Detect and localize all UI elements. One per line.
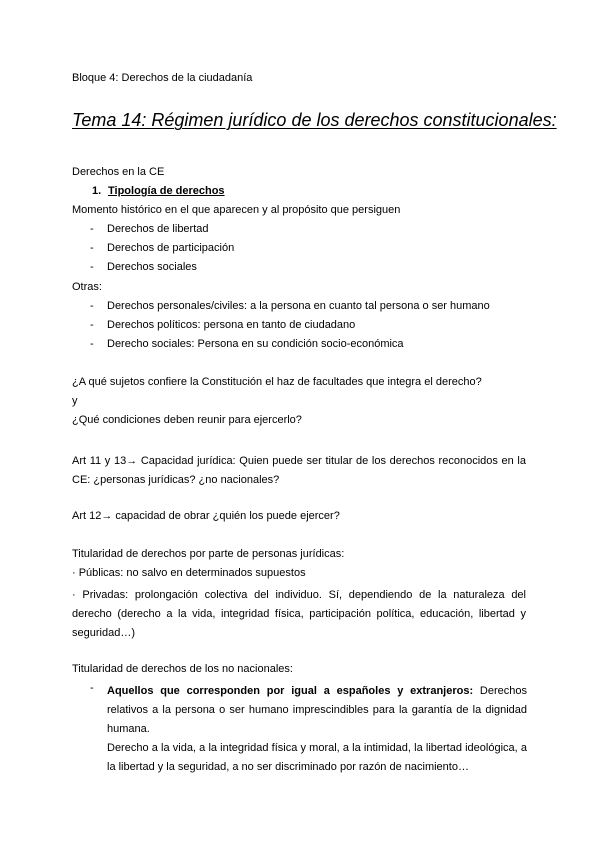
list-item: Derechos sociales (107, 261, 197, 273)
list-item: Derechos de libertad (107, 223, 209, 235)
otras-label: Otras: (72, 281, 102, 293)
no-nacionales-item (107, 682, 527, 739)
no-nacionales-examples: Derecho a la vida, a la integridad física y moral, a la intimidad, la libertad ideológica, a la libertad y la seguridad, a no ser discriminado por razón de nacimiento… (107, 742, 527, 773)
no-nacionales-heading: Titularidad de derechos de los no nacionales: (72, 663, 293, 675)
section-heading: Derechos en la CE (72, 166, 165, 178)
list-item: Derechos personales/civiles: a la persona en cuanto tal persona o ser humano (107, 300, 490, 312)
privadas-item: · Privadas: prolongación colectiva del individuo. Sí, dependiendo de la naturaleza del derecho (derecho a la vida, integridad física, participación política, educación, libertad y seguridad…) (72, 589, 526, 639)
art-11-paragraph: Art 11 y 13→ Capacidad jurídica: Quien puede ser titular de los derechos reconocidos en la CE: ¿personas jurídicas? ¿no nacionales? (72, 455, 526, 486)
list-bullet: - (90, 242, 94, 254)
juridicas-heading: Titularidad de derechos por parte de personas jurídicas: (72, 548, 345, 560)
list-item: Derecho sociales: Persona en su condición socio-económica (107, 338, 404, 350)
intro-text: Momento histórico en el que aparecen y al propósito que persiguen (72, 204, 401, 216)
list-bullet: - (90, 261, 94, 273)
art-12-paragraph: Art 12→ capacidad de obrar ¿quién los puede ejercer? (72, 510, 340, 522)
block-header: Bloque 4: Derechos de la ciudadanía (72, 72, 253, 84)
numbered-heading: Tipología de derechos (108, 185, 225, 197)
no-nacionales-desc: Derechos relativos a la persona o ser humano imprescindibles para la garantía de la dignidad humana. (107, 685, 527, 735)
publicas-item: · Públicas: no salvo en determinados supuestos (72, 567, 306, 579)
list-item: Derechos de participación (107, 242, 235, 254)
no-nacionales-bold: Aquellos que corresponden por igual a españoles y extranjeros: (107, 685, 474, 697)
question-1: ¿A qué sujetos confiere la Constitución el haz de facultades que integra el derecho? (72, 376, 482, 388)
question-2: ¿Qué condiciones deben reunir para ejercerlo? (72, 414, 302, 426)
list-bullet: - (90, 338, 94, 350)
list-bullet: - (90, 223, 94, 235)
numbered-index: 1. (92, 185, 102, 197)
question-conjunction: y (72, 395, 78, 407)
page-title: Tema 14: Régimen jurídico de los derechos constitucionales: (72, 110, 557, 130)
list-bullet: - (90, 319, 94, 331)
list-item: Derechos políticos: persona en tanto de ciudadano (107, 319, 356, 331)
list-bullet: - (90, 300, 94, 312)
list-bullet: - (90, 682, 94, 694)
